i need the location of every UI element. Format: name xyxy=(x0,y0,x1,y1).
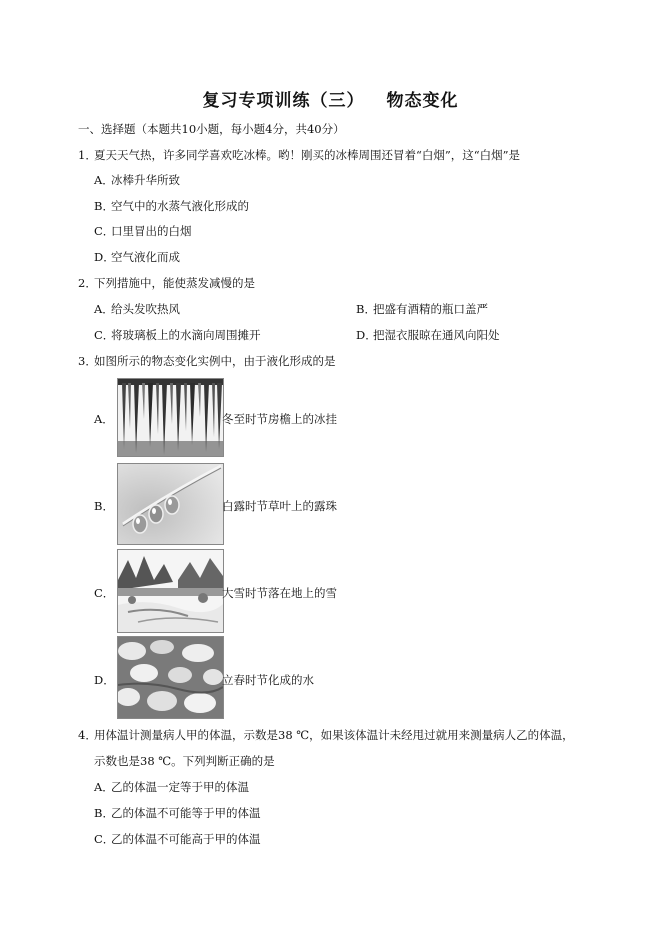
option-caption: 大雪时节落在地上的雪 xyxy=(222,586,337,600)
option-text: 乙的体温一定等于甲的体温 xyxy=(111,780,249,794)
snow-scene-photo xyxy=(117,549,224,633)
option-letter[interactable]: C． xyxy=(94,586,115,600)
option-letter: C． xyxy=(94,832,115,846)
option-text: 乙的体温不可能高于甲的体温 xyxy=(111,832,261,846)
option-letter[interactable]: B． xyxy=(94,499,114,513)
question-text: 如图所示的物态变化实例中，由于液化形成的是 xyxy=(94,354,336,368)
option-b[interactable] xyxy=(94,805,261,821)
page-title xyxy=(0,86,661,111)
melting-snow-photo xyxy=(117,636,224,719)
question-number: 1． xyxy=(78,148,97,162)
option-text: 乙的体温不可能等于甲的体温 xyxy=(111,806,261,820)
option-letter: C． xyxy=(94,224,115,238)
option-letter: C． xyxy=(94,328,115,342)
option-c[interactable] xyxy=(94,223,192,239)
option-a[interactable] xyxy=(94,301,180,317)
option-d[interactable] xyxy=(356,327,500,343)
option-text: 冰棒升华所致 xyxy=(111,173,180,187)
question-text-line1: 用体温计测量病人甲的体温，示数是38 ℃，如果该体温计未经甩过就用来测量病人乙的体温， xyxy=(94,728,574,742)
dew-drops-photo xyxy=(117,463,224,545)
question-text-line2: 示数也是38 ℃。下列判断正确的是 xyxy=(94,754,275,768)
option-text: 把湿衣服晾在通风向阳处 xyxy=(373,328,500,342)
option-letter[interactable]: D． xyxy=(94,673,115,687)
option-c[interactable] xyxy=(94,327,261,343)
option-caption: 白露时节草叶上的露珠 xyxy=(222,499,337,513)
title-sub: 物态变化 xyxy=(386,91,459,111)
option-letter: D． xyxy=(356,328,377,342)
option-a[interactable] xyxy=(94,172,180,188)
option-letter: A． xyxy=(94,302,114,316)
icicles-photo xyxy=(117,378,224,457)
option-text: 空气中的水蒸气液化形成的 xyxy=(111,199,249,213)
option-letter[interactable]: A． xyxy=(94,412,114,426)
question-text: 夏天天气热，许多同学喜欢吃冰棒。哟！刚买的冰棒周围还冒着“白烟”，这“白烟”是 xyxy=(94,148,521,162)
question-number: 3． xyxy=(78,354,97,368)
option-letter: B． xyxy=(94,806,114,820)
option-caption: 立春时节化成的水 xyxy=(222,673,314,687)
option-caption: 冬至时节房檐上的冰挂 xyxy=(222,412,337,426)
question-text: 下列措施中，能使蒸发减慢的是 xyxy=(94,276,255,290)
option-b[interactable] xyxy=(356,301,488,317)
option-text: 口里冒出的白烟 xyxy=(111,224,192,238)
title-main: 复习专项训练（三） xyxy=(202,91,365,111)
question-number: 4． xyxy=(78,728,97,742)
option-letter: A． xyxy=(94,173,114,187)
option-text: 给头发吹热风 xyxy=(111,302,180,316)
option-c[interactable] xyxy=(94,831,261,847)
option-d[interactable] xyxy=(94,249,180,265)
option-text: 将玻璃板上的水滴向周围摊开 xyxy=(111,328,261,342)
option-b[interactable] xyxy=(94,198,249,214)
option-letter: B． xyxy=(356,302,376,316)
option-text: 空气液化而成 xyxy=(111,250,180,264)
question-number: 2． xyxy=(78,276,97,290)
option-letter: D． xyxy=(94,250,115,264)
section-header: 一、选择题（本题共10小题，每小题4分，共40分） xyxy=(78,122,345,136)
option-letter: B． xyxy=(94,199,114,213)
option-a[interactable] xyxy=(94,779,249,795)
option-letter: A． xyxy=(94,780,114,794)
option-text: 把盛有酒精的瓶口盖严 xyxy=(373,302,488,316)
